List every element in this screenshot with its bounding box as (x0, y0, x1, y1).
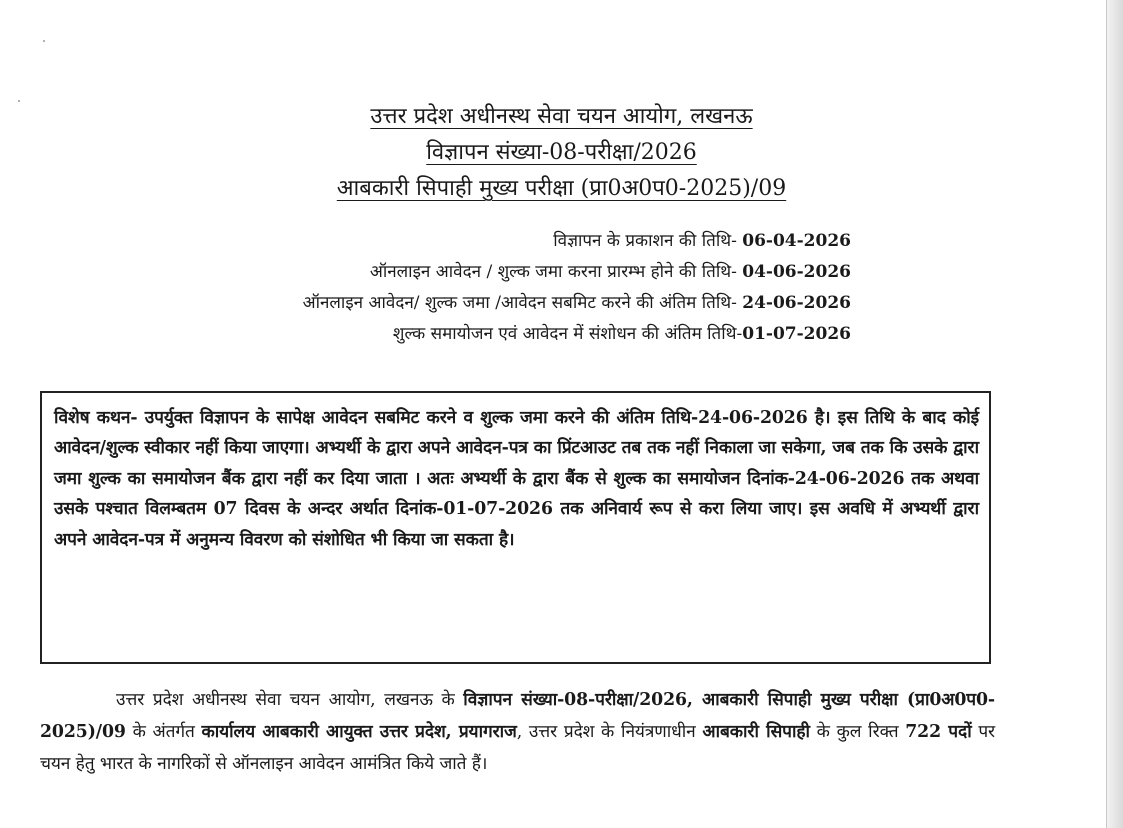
special-notice-text: विशेष कथन- उपर्युक्त विज्ञापन के सापेक्ष आवेदन सबमिट करने व शुल्क जमा करने की अंतिम तिथि-24-06-2026 है। इस तिथि के बाद कोई आवेदन/शुल्क स्वीकार नहीं किया जाएगा। अभ्यर्थी के द्वारा अपने आवेदन-पत्र का प्रिंटआउट तब तक नहीं निकाला जा सकेगा, जब तक कि उसके द्वारा जमा शुल्क का समायोजन बैंक द्वारा नहीं कर दिया जाता । अतः अभ्यर्थी के द्वारा बैंक से शुल्क का समायोजन दिनांक-24-06-2026 तक अथवा उसके पश्चात विलम्बतम 07 दिवस के अन्दर अर्थात दिनांक-01-07-2026 तक अनिवार्य रूप से करा लिया जाए। इस अवधि में अभ्यर्थी द्वारा अपने आवेदन-पत्र में अनुमन्य विवरण को संशोधित भी किया जा सकता है। (54, 408, 979, 550)
document-header (0, 100, 1123, 208)
date-row-application-end: ऑनलाइन आवेदन/ शुल्क जमा /आवेदन सबमिट करने की अंतिम तिथि- 24-06-2026 (302, 293, 851, 313)
invitation-paragraph: उत्तर प्रदेश अधीनस्थ सेवा चयन आयोग, लखनऊ के विज्ञापन संख्या-08-परीक्षा/2026, आबकारी सिपाही मुख्य परीक्षा (प्रा0अ0प0-2025)/09 के अंतर्गत कार्यालय आबकारी आयुक्त उत्तर प्रदेश, प्रयागराज, उत्तर प्रदेश के नियंत्रणाधीन आबकारी सिपाही के कुल रिक्त 722 पदों पर चयन हेतु भारत के नागरिकों से ऑनलाइन आवेदन आमंत्रित किये जाते हैं। (40, 690, 996, 774)
scan-speck (43, 40, 45, 42)
date-row-publication: विज्ञापन के प्रकाशन की तिथि- 06-04-2026 (553, 231, 851, 251)
important-dates (303, 226, 851, 350)
special-notice-box (40, 391, 991, 664)
advertisement-number: विज्ञापन संख्या-08-परीक्षा/2026 (426, 140, 697, 165)
date-row-fee-adjustment: शुल्क समायोजन एवं आवेदन में संशोधन की अंतिम तिथि-01-07-2026 (392, 324, 851, 344)
exam-title: आबकारी सिपाही मुख्य परीक्षा (प्रा0अ0प0-2025)/09 (336, 176, 787, 201)
date-row-application-start: ऑनलाइन आवेदन / शुल्क जमा करना प्रारम्भ होने की तिथि- 04-06-2026 (369, 262, 851, 282)
commission-title: उत्तर प्रदेश अधीनस्थ सेवा चयन आयोग, लखनऊ (370, 104, 753, 129)
